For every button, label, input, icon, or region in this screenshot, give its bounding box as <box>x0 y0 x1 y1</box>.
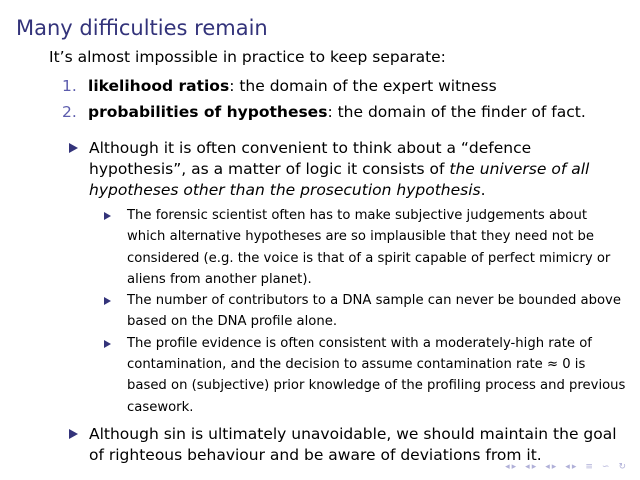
nav-subsection[interactable] <box>545 462 556 472</box>
bullet-triangle-icon <box>104 212 111 220</box>
nav-right-icon[interactable]: ▸ <box>551 462 557 472</box>
list-term: probabilities of hypotheses <box>88 103 328 121</box>
sub-bullet-item: The number of contributors to a DNA sample can never be bounded above based on the DNA profile alone. <box>103 290 626 333</box>
nav-right-icon[interactable]: ▸ <box>571 462 577 472</box>
list-description: : the domain of the expert witness <box>229 77 497 95</box>
nav-left-icon[interactable]: ◂ <box>505 462 510 472</box>
beamer-navigation-bar <box>505 462 626 472</box>
bullet-triangle-icon <box>69 429 78 439</box>
nav-frame[interactable] <box>525 462 536 472</box>
bullet-list <box>66 138 626 466</box>
sub-bullet-item: The profile evidence is often consistent with a moderately-high rate of contamination, and the decision to assume contamination rate ≈ 0 is based on (subjective) prior knowledge of the profiling process and previous casework. <box>103 333 626 418</box>
nav-right-icon[interactable]: ▸ <box>531 462 537 472</box>
nav-left-icon[interactable]: ◂ <box>565 462 570 472</box>
bullet-item: Although it is often convenient to think about a “defence hypothesis”, as a matter of logic it consists of the universe of all hypotheses other than the prosecution hypothesis. <box>66 138 626 201</box>
nav-search-icon[interactable]: ∽ <box>601 462 610 472</box>
nav-slide[interactable] <box>505 462 516 472</box>
nav-right-icon[interactable]: ▸ <box>511 462 517 472</box>
nav-section[interactable] <box>565 462 576 472</box>
list-number: 1. <box>62 77 77 95</box>
nav-lines-icon[interactable]: ≡ <box>585 462 593 472</box>
bullet-triangle-icon <box>104 297 111 305</box>
bullet-triangle-icon <box>104 340 111 348</box>
nav-loop-icon[interactable]: ↻ <box>618 462 626 472</box>
slide-title: Many difficulties remain <box>16 16 268 40</box>
nav-left-icon[interactable]: ◂ <box>525 462 530 472</box>
bullet-triangle-icon <box>69 143 78 153</box>
bullet-item: Although sin is ultimately unavoidable, we should maintain the goal of righteous behaviour and be aware of deviations from it. <box>66 424 626 466</box>
list-number: 2. <box>62 103 77 121</box>
list-term: likelihood ratios <box>88 77 230 95</box>
sub-bullet-item: The forensic scientist often has to make subjective judgements about which alternative hypotheses are so implausible that they need not be considered (e.g. the voice is that of a spirit capable of perfect mimicry or aliens from another planet). <box>103 205 626 290</box>
list-description: : the domain of the finder of fact. <box>327 103 586 121</box>
nav-left-icon[interactable]: ◂ <box>545 462 550 472</box>
intro-text: It’s almost impossible in practice to keep separate: <box>49 48 446 66</box>
sub-bullet-list <box>103 205 626 418</box>
